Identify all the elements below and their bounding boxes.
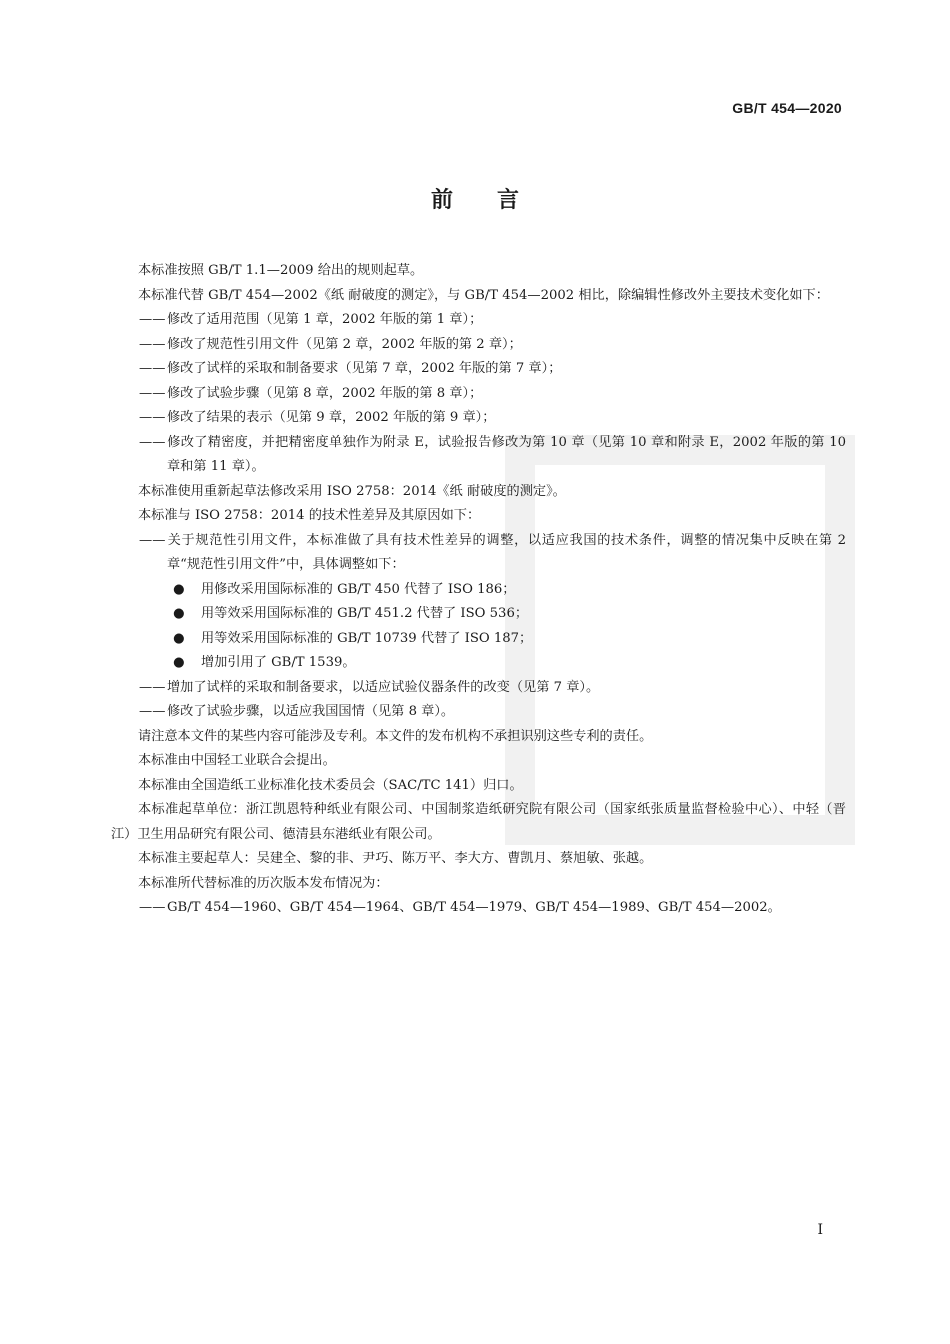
dash-marker: —— — [139, 532, 166, 548]
bullet-list-item — [111, 578, 846, 603]
bullet-list-item — [111, 602, 846, 627]
bullet-icon: ● — [173, 581, 185, 597]
paragraph: 本标准起草单位：浙江凯恩特种纸业有限公司、中国制浆造纸研究院有限公司（国家纸张质量监督检验中心）、中轻（晋江）卫生用品研究有限公司、德清县东港纸业有限公司。 — [111, 802, 846, 842]
dash-marker: —— — [139, 410, 166, 425]
paragraph: 本标准由全国造纸工业标准化技术委员会（SAC/TC 141）归口。 — [138, 777, 523, 793]
dash-marker: —— — [139, 679, 166, 695]
dash-marker: —— — [139, 312, 166, 327]
list-item-text: 用等效采用国际标准的 GB/T 451.2 代替了 ISO 536； — [201, 606, 529, 621]
dash-marker: —— — [139, 704, 166, 719]
dash-list-item — [111, 529, 846, 578]
dash-list-item — [111, 431, 846, 480]
list-item-text: 修改了试验步骤，以适应我国国情（见第 8 章）。 — [167, 704, 455, 719]
bullet-list-item — [111, 651, 846, 676]
page-number: I — [817, 1222, 823, 1238]
document-body — [111, 259, 846, 921]
paragraph: 本标准所代替标准的历次版本发布情况为： — [138, 875, 389, 891]
list-item-text: 修改了结果的表示（见第 9 章，2002 年版的第 9 章）； — [167, 410, 496, 425]
paragraph: 本标准代替 GB/T 454—2002《纸 耐破度的测定》，与 GB/T 454—2002 相比，除编辑性修改外主要技术变化如下： — [138, 287, 829, 303]
list-item-text: 增加了试样的采取和制备要求，以适应试验仪器条件的改变（见第 7 章）。 — [167, 679, 600, 695]
paragraph: 本标准按照 GB/T 1.1—2009 给出的规则起草。 — [138, 263, 424, 278]
paragraph: 请注意本文件的某些内容可能涉及专利。本文件的发布机构不承担识别这些专利的责任。 — [138, 728, 653, 744]
list-item-text: 用修改采用国际标准的 GB/T 450 代替了 ISO 186； — [201, 581, 516, 597]
dash-list-item — [111, 896, 846, 921]
bullet-icon: ● — [173, 655, 185, 670]
paragraph: 本标准使用重新起草法修改采用 ISO 2758：2014《纸 耐破度的测定》。 — [138, 483, 566, 499]
dash-list-item — [111, 333, 846, 358]
dash-marker: —— — [139, 434, 166, 450]
list-item-text: 修改了试样的采取和制备要求（见第 7 章，2002 年版的第 7 章）； — [167, 361, 562, 376]
list-item-text: 修改了精密度，并把精密度单独作为附录 E，试验报告修改为第 10 章（见第 10 章和附录 E，2002 年版的第 10 章和第 11 章）。 — [167, 434, 846, 474]
list-item-text: 关于规范性引用文件，本标准做了具有技术性差异的调整，以适应我国的技术条件，调整的情况集中反映在第 2 章“规范性引用文件”中，具体调整如下： — [167, 532, 846, 572]
list-item-text: 修改了规范性引用文件（见第 2 章，2002 年版的第 2 章）； — [167, 336, 522, 352]
dash-marker: —— — [139, 385, 166, 401]
bullet-list-item — [111, 627, 846, 652]
dash-marker: —— — [139, 361, 166, 376]
list-item-text: GB/T 454—1960、GB/T 454—1964、GB/T 454—1979、GB/T 454—1989、GB/T 454—2002。 — [167, 900, 781, 915]
dash-marker: —— — [139, 336, 166, 352]
dash-list-item — [111, 676, 846, 701]
dash-list-item — [111, 700, 846, 725]
dash-list-item — [111, 382, 846, 407]
list-item-text: 用等效采用国际标准的 GB/T 10739 代替了 ISO 187； — [201, 630, 533, 646]
paragraph: 本标准由中国轻工业联合会提出。 — [138, 753, 336, 768]
standard-number: GB/T 454—2020 — [732, 100, 842, 116]
paragraph: 本标准与 ISO 2758：2014 的技术性差异及其原因如下： — [138, 508, 481, 523]
bullet-icon: ● — [173, 630, 185, 646]
list-item-text: 修改了适用范围（见第 1 章，2002 年版的第 1 章）； — [167, 312, 483, 327]
list-item-text: 增加引用了 GB/T 1539。 — [201, 655, 356, 670]
list-item-text: 修改了试验步骤（见第 8 章，2002 年版的第 8 章）； — [167, 385, 483, 401]
dash-marker: —— — [139, 900, 166, 915]
dash-list-item — [111, 357, 846, 382]
paragraph: 本标准主要起草人：吴建全、黎的非、尹巧、陈万平、李大方、曹凯月、蔡旭敏、张越。 — [138, 851, 653, 866]
bullet-icon: ● — [173, 606, 185, 621]
dash-list-item — [111, 406, 846, 431]
page-title: 前言 — [430, 188, 563, 213]
dash-list-item — [111, 308, 846, 333]
